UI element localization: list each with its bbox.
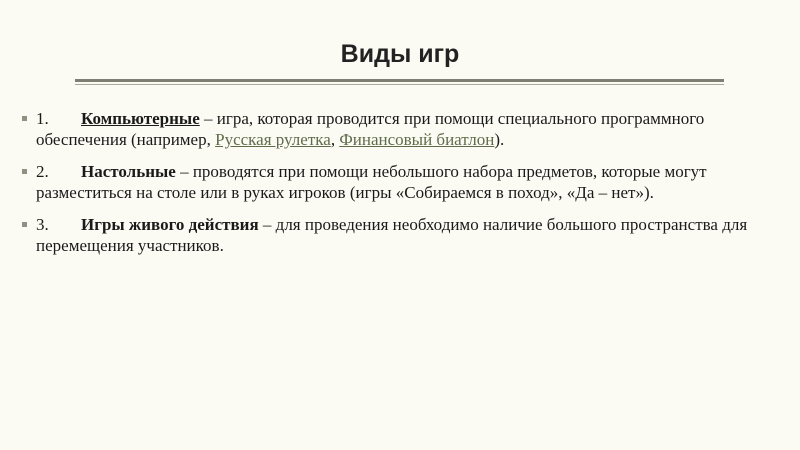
- list-item: [36, 161, 771, 203]
- item-description: – для проведения необходимо наличие большого пространства для перемещения участников.: [36, 215, 748, 255]
- item-description: – проводятся при помощи небольшого набора предметов, которые могут разместиться на столе или в руках игроков (игры «Собираемся в поход», «Да – нет»).: [36, 162, 707, 202]
- item-description: – игра, которая проводится при помощи специального программного обеспечения (например,: [36, 109, 705, 149]
- list-item: [36, 108, 771, 150]
- link-separator: ,: [330, 130, 340, 149]
- item-term: Игры живого действия: [81, 215, 259, 234]
- square-bullet-icon: [22, 222, 27, 227]
- item-number: 2.: [36, 162, 49, 181]
- financial-biathlon-link[interactable]: Финансовый биатлон: [339, 130, 495, 149]
- item-number: 1.: [36, 109, 49, 128]
- russian-roulette-link[interactable]: Русская рулетка: [215, 130, 331, 149]
- list-item: [36, 214, 771, 256]
- item-description-end: ).: [494, 130, 505, 149]
- game-types-list: [36, 108, 771, 267]
- item-term: Настольные: [81, 162, 176, 181]
- title-divider: [75, 79, 724, 85]
- square-bullet-icon: [22, 169, 27, 174]
- item-number: 3.: [36, 215, 49, 234]
- divider-thin-line: [75, 84, 724, 85]
- item-term: Компьютерные: [81, 109, 200, 128]
- square-bullet-icon: [22, 116, 27, 121]
- slide-title: Виды игр: [340, 40, 460, 68]
